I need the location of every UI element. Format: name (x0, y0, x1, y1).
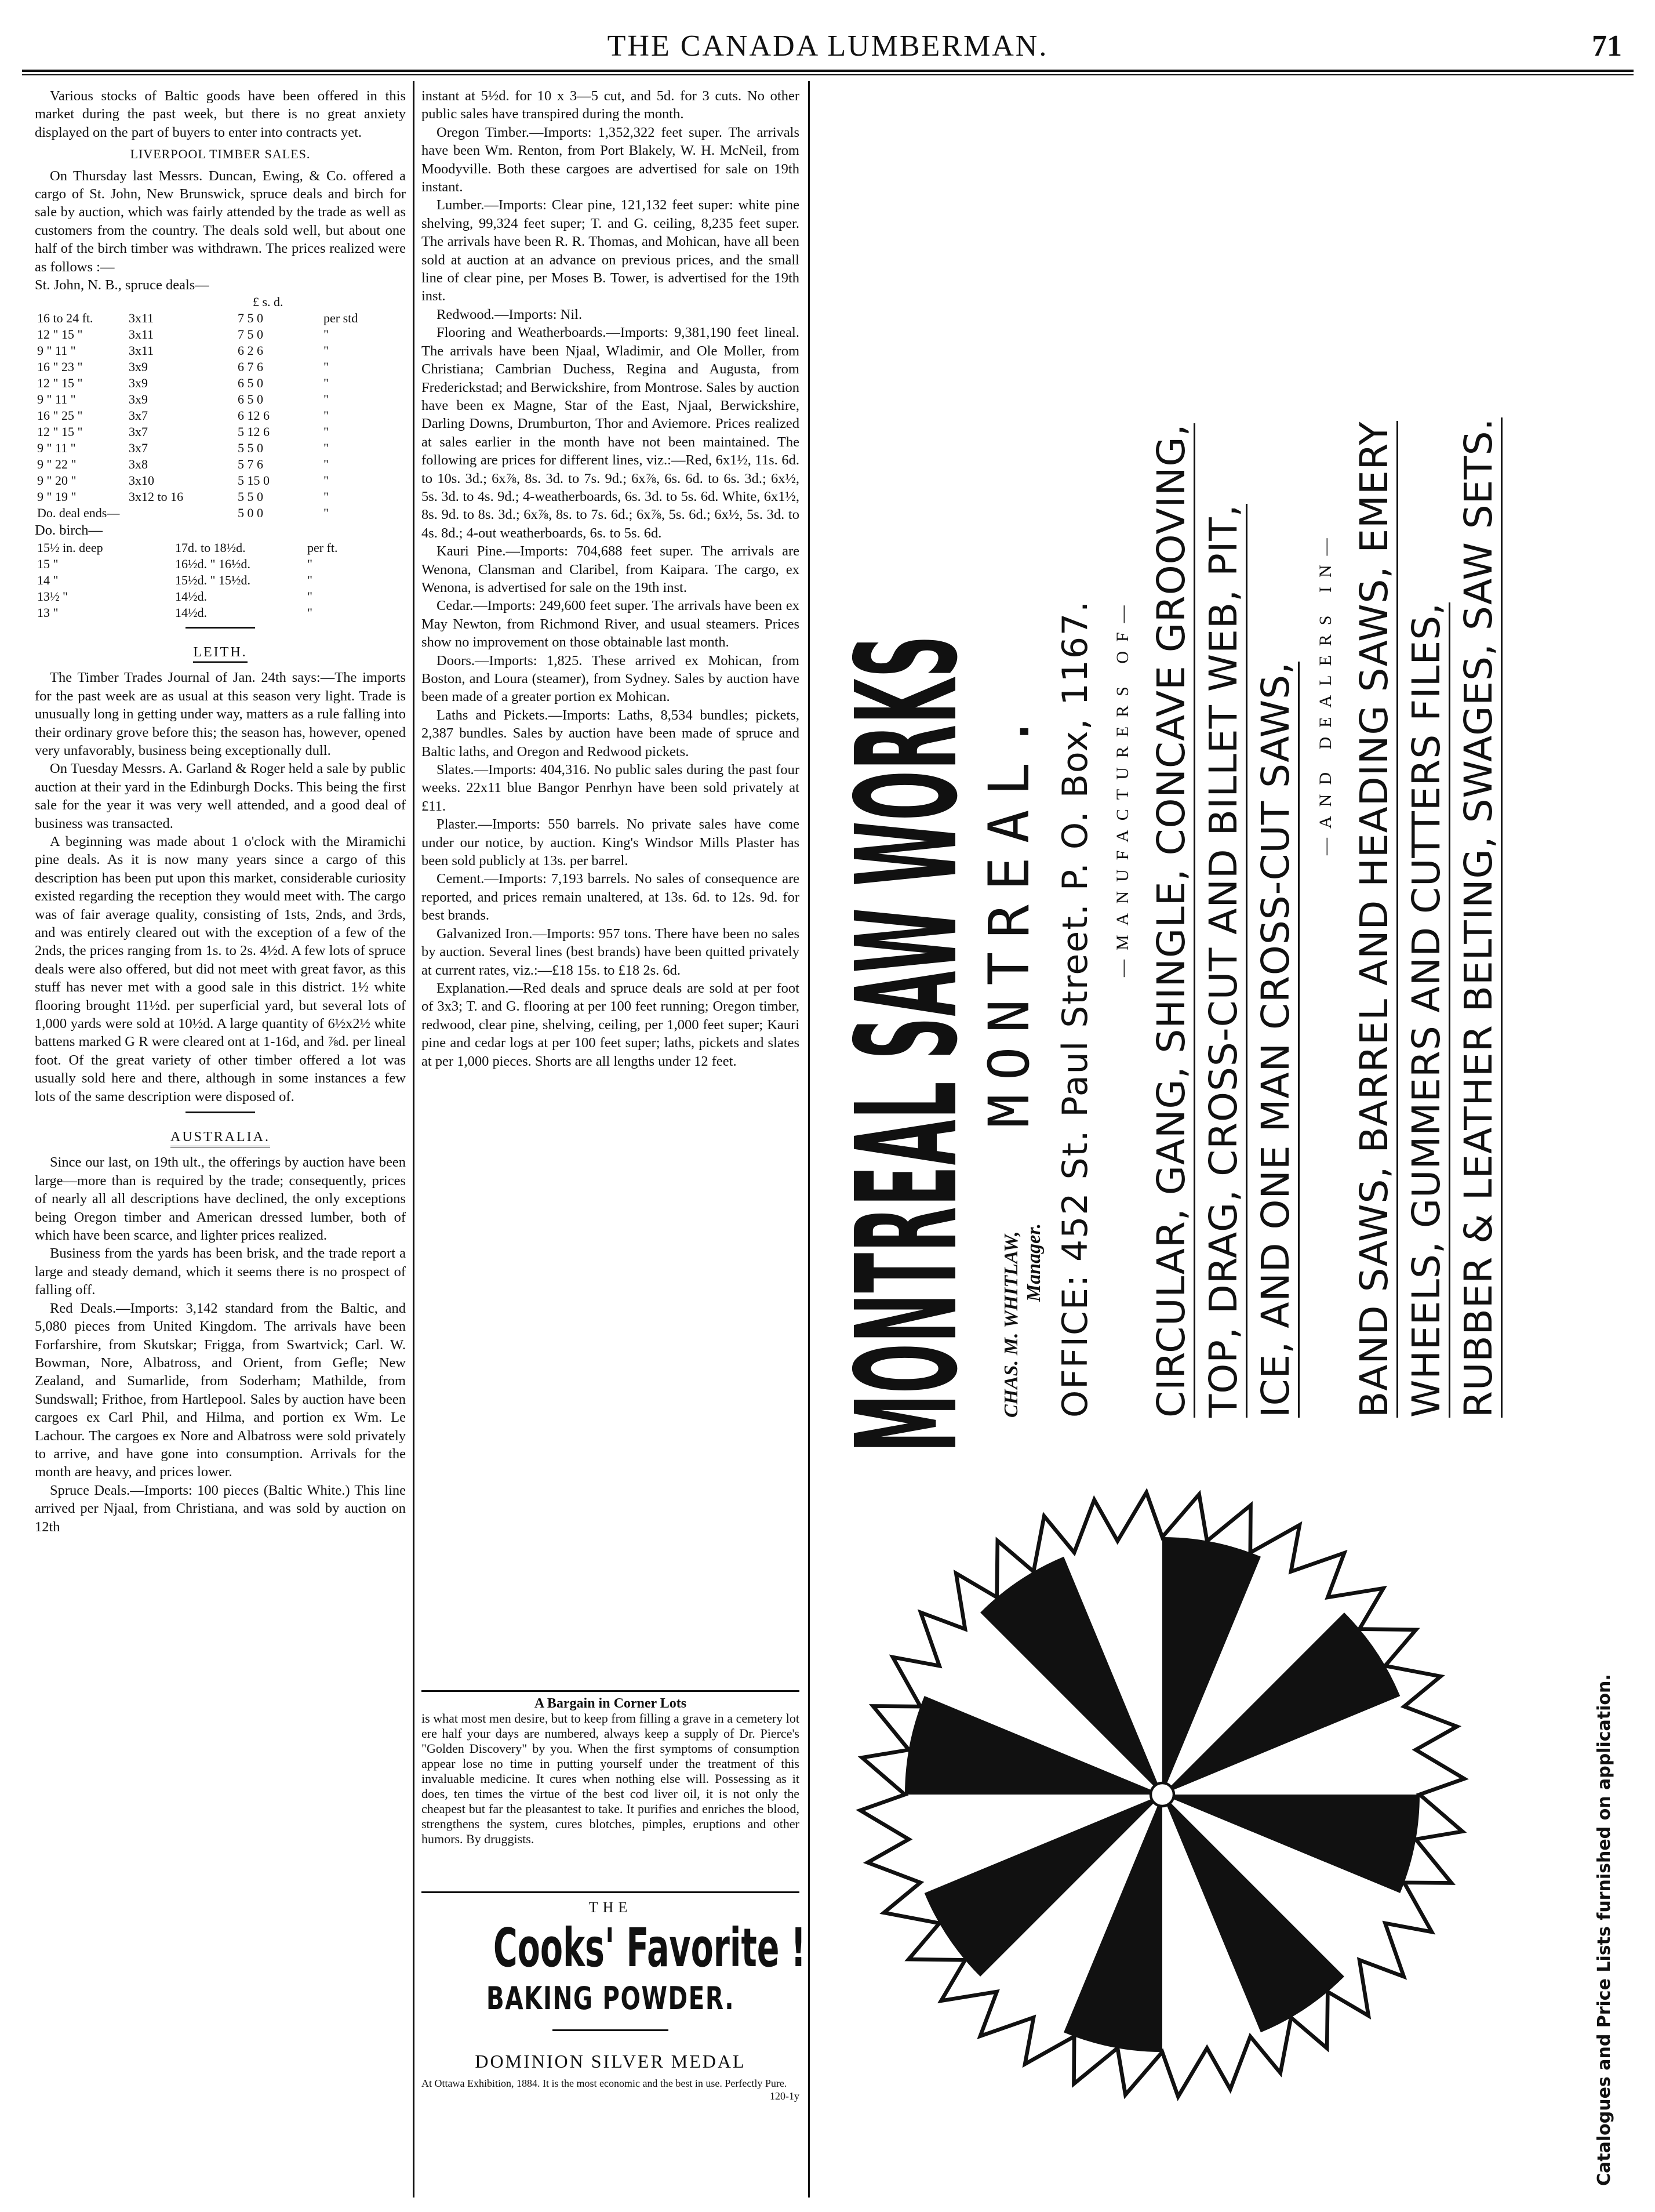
spruce-price-row (35, 310, 406, 326)
spruce-price-cell: " (323, 392, 329, 407)
spruce-price-cell: 3x11 (129, 343, 154, 358)
spruce-price-cell: 6 7 6 (238, 359, 263, 375)
product-line-1-text: CIRCULAR, GANG, SHINGLE, CONCAVE GROOVING, (1149, 423, 1195, 1418)
spruce-price-row (35, 489, 406, 505)
spruce-price-row (35, 343, 406, 359)
spruce-price-cell: 5 5 0 (238, 441, 263, 456)
spruce-price-cell: 3x7 (129, 408, 148, 423)
birch-label: Do. birch— (35, 522, 103, 539)
bargain-heading: A Bargain in Corner Lots (534, 1696, 687, 1711)
birch-price-row (35, 540, 406, 556)
spruce-price-cell: 9 " 19 " (37, 489, 77, 504)
column-divider-2 (808, 81, 810, 2198)
spruce-price-cell: " (323, 327, 329, 342)
cooks-divider (552, 2029, 668, 2031)
leith-paragraph-2: On Tuesday Messrs. A. Garland & Roger held a sale by public auction at their yard in the Edinburgh Docks. This being the first sale for the year it was very well attended, and a good deal of business was transacted. (35, 761, 406, 831)
saw-blade-teeth (860, 1492, 1464, 2097)
birch-price-cell: 14½d. (175, 589, 207, 604)
spruce-price-cell: 3x12 to 16 (129, 489, 184, 504)
spruce-price-row (35, 359, 406, 375)
spruce-price-row (35, 424, 406, 440)
spruce-price-cell: " (323, 408, 329, 423)
spruce-price-cell: 12 " 15 " (37, 327, 83, 342)
spruce-price-cell: 6 12 6 (238, 408, 270, 423)
spruce-price-cell: 16 " 23 " (37, 359, 83, 375)
spruce-price-cell: 5 7 6 (238, 457, 263, 472)
spruce-price-cell: " (323, 376, 329, 391)
spruce-price-cell: 6 5 0 (238, 392, 263, 407)
dealers-heading: —AND DEALERS IN— (1316, 529, 1335, 855)
spruce-price-cell: " (323, 441, 329, 456)
spruce-price-cell: 9 " 11 " (37, 343, 76, 358)
spruce-price-cell: 3x11 (129, 327, 154, 342)
spruce-price-row (35, 375, 406, 391)
spruce-price-row (35, 326, 406, 343)
col2-paragraph-0: instant at 5½d. for 10 x 3—5 cut, and 5d. for 3 cuts. No other public sales have transpired during the month. (421, 88, 799, 122)
birch-price-cell: " (307, 589, 312, 604)
manager-name: CHAS. M. WHITLAW, (1001, 1231, 1022, 1418)
birch-price-row (35, 556, 406, 572)
liverpool-heading: LIVERPOOL TIMBER SALES. (130, 147, 311, 162)
australia-paragraph-3: Red Deals.—Imports: 3,142 standard from the Baltic, and 5,080 pieces from United Kingdom. The arrivals have been Forfarshire, from Skutskar; Frigga, from Swartvick; Carl. W. Bowman, Nore, Albatross, and Orient, from Gefle; New Zealand, and Sumarlide, from Soderham; Mathilde, from Sundswall; Frithoe, from Hartlepool. Sales by auction have been cargoes ex Carl Phil, and Hilma, and portion ex Wm. Le Lachour. The cargoes ex Nore and Albatross were sold privately to arrive, and have gone into consumption. Arrivals for the month are heavy, and prices lower. (35, 1300, 406, 1480)
spruce-price-cell: 3x10 (129, 473, 154, 488)
leith-paragraph-3: A beginning was made about 1 o'clock with the Miramichi pine deals. As it is now many years since a cargo of this description has been put upon this market, considerable curiosity existed regarding the reception they would meet with. The cargo was of fair average quality, consisting of 1sts, 2nds, and 3rds, and was entirely cleared out with the exception of a few of the 2nds, the prices ranging from 1s. to 2s. 4½d. A few lots of spruce deals were also offered, but did not meet with great favor, as this stuff has never met with a good sale in this district. 1½ white flooring brought 11½d. per superficial yard, but several lots of 1,000 yards were sold at 10½d. A large quantity of 6½x2½ white battens marked G R were cleared ont at 1-16d, and ⅞d. per lineal foot. Of the great variety of other timber offered a lot was usually sold here and there, although in some instances a few lots of the same description were disposed of. (35, 833, 406, 1105)
header-rule-thin (22, 74, 1634, 75)
birch-price-row (35, 589, 406, 605)
column-divider-1 (413, 81, 414, 2198)
spruce-price-row (35, 391, 406, 408)
spruce-price-cell: 7 5 0 (238, 311, 263, 326)
spruce-price-cell: 3x7 (129, 441, 148, 456)
leith-heading (35, 644, 406, 662)
product-line-2-text: TOP, DRAG, CROSS-CUT AND BILLET WEB, PIT, (1201, 504, 1247, 1418)
spruce-price-cell: 3x9 (129, 376, 148, 391)
cedar-paragraph: Cedar.—Imports: 249,600 feet super. The arrivals have been ex May Newton, from Richmond River, and usual steamers. Prices show no improvement on those obtainable last month. (421, 598, 799, 651)
cooks-favorite-ad (421, 1899, 806, 2102)
spruce-price-cell: 9 " 22 " (37, 457, 77, 472)
spruce-price-cell: 12 " 15 " (37, 424, 83, 440)
spruce-price-cell: per std (323, 311, 358, 326)
product-line-5 (1406, 602, 1447, 1418)
spruce-price-cell: 3x8 (129, 457, 148, 472)
office-address: OFFICE: 452 St. Paul Street. P. O. Box, 1167. (1055, 600, 1096, 1418)
birch-price-cell: 13½ " (37, 589, 68, 604)
kauri-pine-paragraph: Kauri Pine.—Imports: 704,688 feet super. The arrivals are Wenona, Clansman and Claribel, from Kaipara. The cargo, ex Wenona, is advertised for sale on the 19th inst. (421, 543, 799, 595)
birch-price-table (35, 540, 406, 621)
australia-paragraph-2: Business from the yards has been brisk, and the trade report a large and steady demand, which it seems there is no prospect of falling off. (35, 1245, 406, 1298)
product-line-4-text: BAND SAWS, BARREL AND HEADING SAWS, EMERY (1352, 421, 1398, 1418)
explanation-paragraph: Explanation.—Red deals and spruce deals are sold at per foot of 3x3; T. and G. flooring at per 100 feet running; Oregon timber, redwood, clear pine, shelving, ceiling, per 1,000 feet super; Kauri pine and cedar logs at per 100 feet super; laths, pickets and slates at per 1,000 pieces. Shorts are all lengths under 12 feet. (421, 980, 799, 1069)
birch-price-cell: " (307, 556, 312, 571)
header-rule (22, 70, 1634, 72)
lumber-paragraph: Lumber.—Imports: Clear pine, 121,132 feet super: white pine shelving, 99,324 feet super; T. and G. ceiling, 8,235 feet super. The arrivals have been R. R. Thomas, and Mohican, have all been sold at auction at an advance on previous prices, and the small line of clear pine, per Moses B. Tower, is advertised for the 19th inst. (421, 197, 799, 304)
spruce-price-cell: 3x7 (129, 424, 148, 440)
birch-price-cell: 15 " (37, 556, 59, 571)
column-1 (35, 87, 406, 1536)
advert-rotated-text (823, 96, 1629, 1452)
spruce-price-cell: 9 " 11 " (37, 441, 76, 456)
column-2 (421, 87, 799, 1070)
birch-price-cell: 17d. to 18½d. (175, 540, 246, 555)
cooks-the: THE (588, 1899, 632, 1916)
birch-price-cell: per ft. (307, 540, 338, 555)
birch-price-cell: 15½d. " 15½d. (175, 572, 250, 587)
spruce-price-cell: 5 15 0 (238, 473, 270, 488)
cooks-product: BAKING POWDER. (486, 1980, 735, 2017)
birch-price-cell: 14½d. (175, 605, 207, 620)
spruce-price-cell: 3x9 (129, 392, 148, 407)
spruce-price-cell: 9 " 11 " (37, 392, 76, 407)
section-divider (185, 627, 255, 629)
product-line-3-text: ICE, AND ONE MAN CROSS-CUT SAWS, (1253, 662, 1300, 1418)
spruce-price-row (35, 408, 406, 424)
saw-blade-illustration (841, 1473, 1484, 2116)
birch-price-cell: 16½d. " 16½d. (175, 556, 250, 571)
spruce-price-cell: 5 0 0 (238, 506, 263, 521)
spruce-price-cell: 6 2 6 (238, 343, 263, 358)
spruce-price-row (35, 473, 406, 489)
cooks-medal: DOMINION SILVER MEDAL (475, 2051, 746, 2072)
catalogues-note: Catalogues and Price Lists furnished on application. (1594, 1674, 1614, 2186)
leith-paragraph-1: The Timber Trades Journal of Jan. 24th says:—The imports for the past week are as usual at this season very light. Trade is unusually long in getting under way, matters as a rule falling into their ordinary grove before this; the season has, however, opened very unfavorably, business being exceptionally dull. (35, 670, 406, 758)
australia-paragraph-1: Since our last, on 19th ult., the offerings by auction have been large—more than is required by the trade; consequently, prices of nearly all all descriptions have declined, the only exceptions being Oregon timber and American dressed lumber, both of which have been scarce, and lighter prices realized. (35, 1154, 406, 1244)
section-divider (185, 1112, 255, 1113)
birch-price-cell: 14 " (37, 572, 59, 587)
bargain-text: is what most men desire, but to keep from filling a grave in a cemetery lot ere half your days are numbered, always keep a supply of Dr. Pierce's "Golden Discovery" by you. When the first symptoms of consumption appear lose no time in putting yourself under the treatment of this invaluable medicine. It cures when nothing else will. Possessing as it does, ten times the virtue of the best cod liver oil, it is not only the cheapest but far the pleasantest to take. It purifies and enriches the blood, strengthens the system, cures blotches, pimples, eruptions and other humors. By druggists. (421, 1711, 799, 1846)
oregon-timber-paragraph: Oregon Timber.—Imports: 1,352,322 feet super. The arrivals have been Wm. Renton, from Port Blakely, W. H. McNeil, from Moodyville. Both these cargoes are advertised for sale on 19th instant. (421, 124, 799, 195)
birch-price-cell: 15½ in. deep (37, 540, 103, 555)
cement-paragraph: Cement.—Imports: 7,193 barrels. No sales of consequence are reported, and prices remain unaltered, at 13s. 6d. to 12s. 9d. for best brands. (421, 871, 799, 924)
leith-heading-text: LEITH. (193, 645, 247, 663)
spruce-price-cell: 5 5 0 (238, 489, 263, 504)
cooks-code: 120-1y (770, 2090, 799, 2102)
flooring-paragraph: Flooring and Weatherboards.—Imports: 9,381,190 feet lineal. The arrivals have been Njaal, Wladimir, and Ole Moller, from Christiana; Cambrian Duchess, Regina and Augusta, from Frederickstad; and Berwickshire, from Montrose. Sales by auction have been ex Magne, Star of the East, Njaal, Berwickshire, Darling Downs, Drumburton, Thor and Aviemore. Prices realized at sales earlier in the month have not been maintained. The following are prices for different lines, viz.:—Red, 6x1½, 11s. 6d. to 10s. 3d.; 6x⅞, 8s. 3d. to 7s. 9d.; 6x⅞, 6s. 6d. to 6s. 3d.; 6x½, 5s. 3d. to 4s. 9d.; 4-weatherboards, 6s. 3d. to 5s. 6d. White, 6x1½, 8s. 9d. to 8s. 3d.; 6x⅞, 8s. to 7s. 6d.; 6x⅞, 5s. 6d.; 6x½, 5s. 3d. to 4s. 8d.; 4-out weatherboards, 6s. to 5s. 6d. (421, 325, 799, 541)
galvanized-iron-paragraph: Galvanized Iron.—Imports: 957 tons. There have been no sales by auction. Several lines (best brands) have been quitted privately at current rates, viz.:—£18 15s. to £18 2s. 6d. (421, 925, 799, 978)
product-line-2 (1203, 504, 1245, 1418)
product-line-1 (1151, 423, 1192, 1418)
birch-price-cell: 13 " (37, 605, 59, 620)
spruce-price-cell: " (323, 457, 329, 472)
spruce-price-cell: 5 12 6 (238, 424, 270, 440)
city-name: MONTREAL. (977, 700, 1042, 1128)
spruce-price-cell: 9 " 20 " (37, 473, 77, 488)
redwood-paragraph: Redwood.—Imports: Nil. (437, 306, 583, 322)
intro-paragraph: Various stocks of Baltic goods have been offered in this market during the past week, but there is no great anxiety displayed on the part of buyers to enter into contracts yet. (35, 88, 406, 140)
spruce-price-cell: " (323, 506, 329, 521)
saw-blade-hub (1151, 1783, 1174, 1806)
saw-blade-graphic (841, 1473, 1484, 2116)
cooks-name: Cooks' Favorite ! (493, 1917, 806, 1979)
spruce-price-cell: 3x9 (129, 359, 148, 375)
birch-price-row (35, 605, 406, 621)
spruce-price-cell: 16 " 25 " (37, 408, 83, 423)
birch-price-cell: " (307, 605, 312, 620)
spruce-price-cell: " (323, 343, 329, 358)
bargain-ad (421, 1696, 799, 1847)
page-header (22, 16, 1634, 70)
spruce-price-cell: 16 to 24 ft. (37, 311, 93, 326)
currency-head: £ s. d. (253, 295, 283, 310)
manufacturers-heading: —MANUFACTURERS OF— (1113, 596, 1132, 977)
spruce-price-cell: Do. deal ends— (37, 506, 120, 521)
product-line-4 (1354, 421, 1395, 1418)
product-line-6-text: RUBBER & LEATHER BELTING, SWAGES, SAW SETS. (1456, 417, 1503, 1418)
ad-rule (421, 1690, 799, 1692)
cooks-fine-text: At Ottawa Exhibition, 1884. It is the most economic and the best in use. Perfectly Pure. (421, 2077, 787, 2089)
spruce-price-row (35, 440, 406, 456)
plaster-paragraph: Plaster.—Imports: 550 barrels. No private sales have come under our notice, by auction. King's Windsor Mills Plaster has been sold publicly at 13s. per barrel. (421, 816, 799, 869)
cooks-fine-print (421, 2077, 799, 2102)
doors-paragraph: Doors.—Imports: 1,825. These arrived ex Mohican, from Boston, and Loura (steamer), from Sydney. Sales by auction have been made of a greater portion ex Mohican. (421, 652, 799, 705)
spruce-price-cell: 7 5 0 (238, 327, 263, 342)
birch-price-row (35, 572, 406, 589)
spruce-price-cell (126, 505, 235, 521)
montreal-saw-works-ad (817, 87, 1635, 2195)
spruce-price-cell: 3x11 (129, 311, 154, 326)
spruce-price-cell: 12 " 15 " (37, 376, 83, 391)
australia-paragraph-4: Spruce Deals.—Imports: 100 pieces (Baltic White.) This line arrived per Njaal, from Christiana, and was sold by auction on 12th (35, 1482, 406, 1535)
australia-heading (35, 1128, 406, 1146)
spruce-price-cell: 6 5 0 (238, 376, 263, 391)
spruce-price-cell: " (323, 359, 329, 375)
ad-rule (421, 1891, 799, 1893)
product-line-3 (1255, 662, 1297, 1418)
spruce-label: St. John, N. B., spruce deals— (35, 277, 209, 293)
spruce-price-cell: " (323, 489, 329, 504)
spruce-price-row (35, 505, 406, 521)
spruce-price-row (35, 456, 406, 473)
birch-price-cell: " (307, 572, 312, 587)
liverpool-paragraph: On Thursday last Messrs. Duncan, Ewing, & Co. offered a cargo of St. John, New Brunswick, spruce deals and birch for sale by auction, which was fairly attended by the trade as well as customers from the country. The deals sold well, but about one half of the birch timber was withdrawn. The prices realized were as follows :— (35, 168, 406, 275)
page-number: 71 (1592, 30, 1622, 63)
publication-title: THE CANADA LUMBERMAN. (607, 30, 1049, 63)
company-name: MONTREAL SAW WORKS (826, 634, 988, 1452)
spruce-price-table (35, 294, 406, 521)
spruce-price-cell: " (323, 424, 329, 440)
product-line-5-text: WHEELS, GUMMERS AND CUTTERS FILES, (1404, 602, 1450, 1418)
manager-title: Manager. (1023, 1223, 1045, 1302)
spruce-price-cell: " (323, 473, 329, 488)
slates-paragraph: Slates.—Imports: 404,316. No public sales during the past four weeks. 22x11 blue Bangor Penrhyn have been sold privately at £11. (421, 762, 799, 814)
product-line-6 (1458, 417, 1500, 1418)
australia-heading-text: AUSTRALIA. (170, 1129, 270, 1147)
laths-paragraph: Laths and Pickets.—Imports: Laths, 8,534 bundles; pickets, 2,387 bundles. Sales by auction have been made of spruce and Baltic laths, and Oregon and Redwood pickets. (421, 707, 799, 760)
